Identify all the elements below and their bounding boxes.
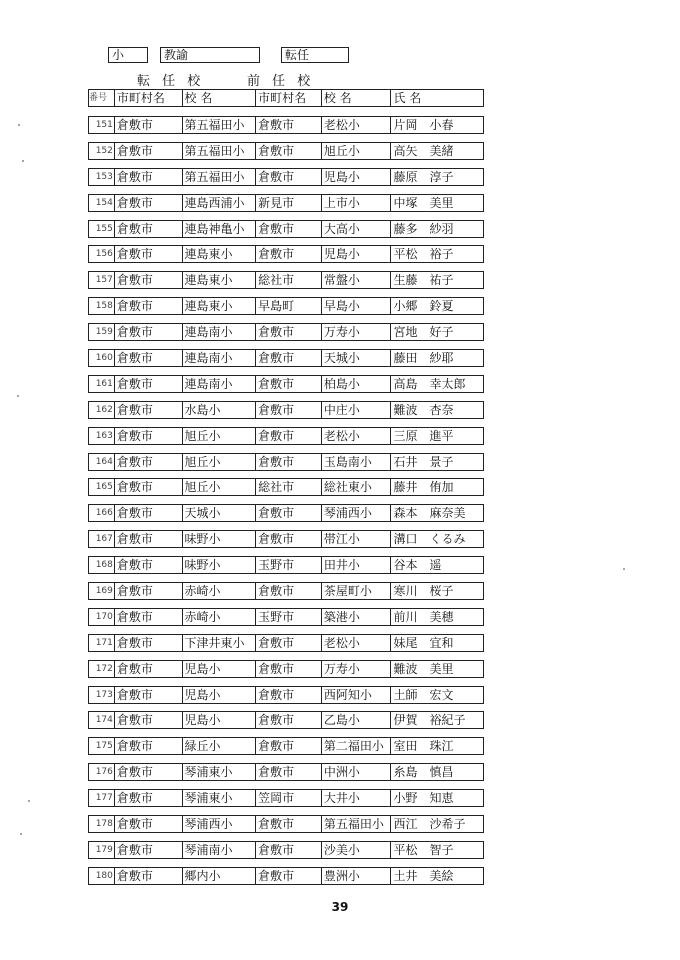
scan-speck — [20, 833, 22, 835]
table-row — [88, 789, 484, 807]
prev-school: 万寿小 — [322, 661, 392, 677]
school-level-box — [108, 47, 148, 63]
new-school: 連島南小 — [183, 376, 257, 392]
prev-school: 築港小 — [322, 609, 392, 625]
row-number: 165 — [89, 479, 115, 495]
prev-municipality: 倉敷市 — [256, 169, 322, 185]
row-number: 154 — [89, 195, 115, 211]
teacher-name: 小野 知恵 — [393, 791, 454, 806]
prev-school: 琴浦西小 — [322, 505, 392, 521]
row-number: 166 — [89, 505, 115, 521]
prev-municipality: 倉敷市 — [256, 738, 322, 754]
prev-school: 常盤小 — [322, 272, 392, 288]
prev-municipality: 倉敷市 — [256, 583, 322, 599]
table-row — [88, 556, 484, 574]
transfer-type-box — [281, 47, 349, 63]
table-row — [88, 323, 484, 341]
teacher-name: 片岡 小春 — [393, 118, 454, 132]
teacher-name: 寒川 桜子 — [393, 584, 454, 599]
teacher-name: 土井 美絵 — [393, 868, 454, 883]
prev-municipality: 倉敷市 — [256, 324, 322, 340]
new-municipality: 倉敷市 — [115, 635, 183, 651]
prev-school: 豊洲小 — [322, 868, 392, 884]
prev-school: 玉島南小 — [322, 454, 392, 470]
table-row — [88, 297, 484, 315]
col-new-municipality: 市町村名 — [115, 90, 183, 106]
prev-school: 老松小 — [322, 635, 392, 651]
new-school: 連島東小 — [183, 246, 257, 262]
teacher-name: 藤原 淳子 — [393, 169, 454, 184]
prev-municipality: 早島町 — [256, 298, 322, 314]
prev-school: 沙美小 — [322, 842, 392, 858]
prev-municipality: 倉敷市 — [256, 868, 322, 884]
to-school-heading: 転 任 校 — [137, 74, 205, 89]
new-municipality: 倉敷市 — [115, 583, 183, 599]
teacher-name: 平松 智子 — [393, 842, 454, 857]
table-row — [88, 841, 484, 859]
new-school: 赤崎小 — [183, 609, 257, 625]
position: 教諭 — [164, 48, 189, 62]
new-school: 郷内小 — [183, 868, 257, 884]
prev-school: 早島小 — [322, 298, 392, 314]
table-row — [88, 660, 484, 678]
prev-municipality: 倉敷市 — [256, 505, 322, 521]
col-new-school: 校 名 — [183, 90, 257, 106]
scan-speck — [28, 800, 30, 802]
table-row — [88, 271, 484, 289]
prev-municipality: 新見市 — [256, 195, 322, 211]
new-municipality: 倉敷市 — [115, 195, 183, 211]
teacher-name: 伊賀 裕紀子 — [393, 713, 466, 728]
col-prev-municipality: 市町村名 — [256, 90, 322, 106]
new-school: 緑丘小 — [183, 738, 257, 754]
new-school: 第五福田小 — [183, 117, 257, 133]
new-school: 味野小 — [183, 557, 257, 573]
table-row — [88, 375, 484, 393]
prev-municipality: 総社市 — [256, 479, 322, 495]
scan-speck — [623, 568, 625, 570]
col-prev-school: 校 名 — [322, 90, 392, 106]
teacher-name: 平松 裕子 — [393, 247, 454, 262]
table-row — [88, 220, 484, 238]
prev-school: 児島小 — [322, 169, 392, 185]
prev-school: 大井小 — [322, 790, 392, 806]
teacher-name: 森本 麻奈美 — [393, 506, 466, 521]
table-row — [88, 634, 484, 652]
row-number: 152 — [89, 143, 115, 159]
table-row — [88, 686, 484, 704]
prev-school: 総社東小 — [322, 479, 392, 495]
scan-speck — [17, 395, 19, 397]
prev-municipality: 倉敷市 — [256, 816, 322, 832]
new-school: 連島東小 — [183, 298, 257, 314]
prev-school: 帯江小 — [322, 531, 392, 547]
new-school: 下津井東小 — [183, 635, 257, 651]
prev-municipality: 総社市 — [256, 272, 322, 288]
prev-school: 万寿小 — [322, 324, 392, 340]
new-school: 赤崎小 — [183, 583, 257, 599]
teacher-name: 藤多 紗羽 — [393, 221, 454, 236]
row-number: 177 — [89, 790, 115, 806]
new-school: 琴浦南小 — [183, 842, 257, 858]
new-municipality: 倉敷市 — [115, 143, 183, 159]
new-municipality: 倉敷市 — [115, 428, 183, 444]
row-number: 162 — [89, 402, 115, 418]
teacher-name: 宮地 好子 — [393, 325, 454, 340]
new-school: 第五福田小 — [183, 143, 257, 159]
row-number: 168 — [89, 557, 115, 573]
new-municipality: 倉敷市 — [115, 298, 183, 314]
prev-school: 児島小 — [322, 246, 392, 262]
row-number: 164 — [89, 454, 115, 470]
row-number: 174 — [89, 712, 115, 728]
new-municipality: 倉敷市 — [115, 557, 183, 573]
new-school: 連島神亀小 — [183, 221, 257, 237]
prev-school: 茶屋町小 — [322, 583, 392, 599]
new-school: 旭丘小 — [183, 479, 257, 495]
teacher-name: 石井 景子 — [393, 454, 454, 469]
new-municipality: 倉敷市 — [115, 738, 183, 754]
new-municipality: 倉敷市 — [115, 454, 183, 470]
teacher-name: 前川 美穂 — [393, 609, 454, 624]
table-row — [88, 478, 484, 496]
teacher-name: 高島 幸太郎 — [393, 376, 466, 391]
new-municipality: 倉敷市 — [115, 246, 183, 262]
column-header-row — [88, 89, 484, 107]
new-municipality: 倉敷市 — [115, 221, 183, 237]
new-school: 水島小 — [183, 402, 257, 418]
row-number: 160 — [89, 350, 115, 366]
prev-municipality: 倉敷市 — [256, 842, 322, 858]
new-school: 天城小 — [183, 505, 257, 521]
teacher-name: 溝口 くるみ — [393, 532, 466, 547]
new-school: 琴浦西小 — [183, 816, 257, 832]
prev-school: 上市小 — [322, 195, 392, 211]
teacher-name: 難波 杏奈 — [393, 402, 454, 417]
row-number: 170 — [89, 609, 115, 625]
page-number: 39 — [331, 900, 349, 914]
new-municipality: 倉敷市 — [115, 868, 183, 884]
scan-speck — [18, 124, 20, 126]
table-row — [88, 867, 484, 885]
new-school: 旭丘小 — [183, 454, 257, 470]
prev-school: 第二福田小 — [322, 738, 392, 754]
row-number: 171 — [89, 635, 115, 651]
prev-school: 大高小 — [322, 221, 392, 237]
prev-municipality: 倉敷市 — [256, 143, 322, 159]
transfer-table — [88, 116, 484, 893]
table-row — [88, 737, 484, 755]
teacher-name: 糸島 慎昌 — [393, 765, 454, 780]
teacher-name: 土師 宏文 — [393, 687, 454, 702]
row-number: 179 — [89, 842, 115, 858]
row-number: 151 — [89, 117, 115, 133]
position-box — [160, 47, 260, 63]
table-row — [88, 504, 484, 522]
new-school: 連島東小 — [183, 272, 257, 288]
row-number: 155 — [89, 221, 115, 237]
table-row — [88, 168, 484, 186]
transfer-type: 転任 — [285, 48, 310, 62]
new-school: 味野小 — [183, 531, 257, 547]
new-municipality: 倉敷市 — [115, 350, 183, 366]
table-row — [88, 194, 484, 212]
row-number: 157 — [89, 272, 115, 288]
new-municipality: 倉敷市 — [115, 376, 183, 392]
prev-municipality: 玉野市 — [256, 609, 322, 625]
new-municipality: 倉敷市 — [115, 712, 183, 728]
table-row — [88, 116, 484, 134]
new-school: 旭丘小 — [183, 428, 257, 444]
row-number: 167 — [89, 531, 115, 547]
prev-municipality: 倉敷市 — [256, 402, 322, 418]
prev-municipality: 倉敷市 — [256, 764, 322, 780]
teacher-name: 谷本 遥 — [393, 558, 442, 573]
row-number: 169 — [89, 583, 115, 599]
row-number: 159 — [89, 324, 115, 340]
prev-school: 老松小 — [322, 428, 392, 444]
teacher-name: 藤井 侑加 — [393, 480, 454, 495]
new-school: 児島小 — [183, 661, 257, 677]
row-number: 153 — [89, 169, 115, 185]
prev-school: 乙島小 — [322, 712, 392, 728]
prev-school: 老松小 — [322, 117, 392, 133]
prev-school: 柏島小 — [322, 376, 392, 392]
new-municipality: 倉敷市 — [115, 117, 183, 133]
prev-municipality: 倉敷市 — [256, 454, 322, 470]
new-municipality: 倉敷市 — [115, 272, 183, 288]
prev-school: 西阿知小 — [322, 687, 392, 703]
table-row — [88, 815, 484, 833]
prev-municipality: 倉敷市 — [256, 246, 322, 262]
teacher-name: 室田 珠江 — [393, 739, 454, 754]
new-school: 児島小 — [183, 712, 257, 728]
prev-municipality: 倉敷市 — [256, 531, 322, 547]
scan-speck — [22, 160, 24, 162]
prev-municipality: 倉敷市 — [256, 687, 322, 703]
prev-school: 第五福田小 — [322, 816, 392, 832]
prev-municipality: 玉野市 — [256, 557, 322, 573]
teacher-name: 西江 沙希子 — [393, 817, 466, 832]
table-row — [88, 401, 484, 419]
table-row — [88, 582, 484, 600]
prev-municipality: 倉敷市 — [256, 117, 322, 133]
prev-school: 田井小 — [322, 557, 392, 573]
new-municipality: 倉敷市 — [115, 505, 183, 521]
teacher-name: 高矢 美緒 — [393, 143, 454, 158]
new-school: 連島南小 — [183, 350, 257, 366]
row-number: 161 — [89, 376, 115, 392]
prev-school: 中洲小 — [322, 764, 392, 780]
new-school: 連島南小 — [183, 324, 257, 340]
new-municipality: 倉敷市 — [115, 531, 183, 547]
teacher-name: 中塚 美里 — [393, 195, 454, 210]
row-number: 175 — [89, 738, 115, 754]
new-municipality: 倉敷市 — [115, 764, 183, 780]
row-number: 172 — [89, 661, 115, 677]
prev-municipality: 倉敷市 — [256, 350, 322, 366]
table-row — [88, 245, 484, 263]
prev-municipality: 笠岡市 — [256, 790, 322, 806]
new-municipality: 倉敷市 — [115, 842, 183, 858]
teacher-name: 難波 美里 — [393, 661, 454, 676]
teacher-name: 生藤 祐子 — [393, 273, 454, 288]
teacher-name: 藤田 紗耶 — [393, 351, 454, 366]
new-municipality: 倉敷市 — [115, 790, 183, 806]
table-row — [88, 453, 484, 471]
row-number: 176 — [89, 764, 115, 780]
row-number: 173 — [89, 687, 115, 703]
table-row — [88, 711, 484, 729]
teacher-name: 小郷 鈴夏 — [393, 299, 454, 314]
row-number: 163 — [89, 428, 115, 444]
row-number: 178 — [89, 816, 115, 832]
new-municipality: 倉敷市 — [115, 169, 183, 185]
prev-school: 中庄小 — [322, 402, 392, 418]
new-municipality: 倉敷市 — [115, 609, 183, 625]
from-school-heading: 前 任 校 — [247, 74, 315, 89]
new-school: 児島小 — [183, 687, 257, 703]
table-row — [88, 427, 484, 445]
new-municipality: 倉敷市 — [115, 479, 183, 495]
prev-school: 天城小 — [322, 350, 392, 366]
teacher-name: 三原 進平 — [393, 428, 454, 443]
new-municipality: 倉敷市 — [115, 661, 183, 677]
table-row — [88, 608, 484, 626]
table-row — [88, 142, 484, 160]
prev-municipality: 倉敷市 — [256, 221, 322, 237]
table-row — [88, 530, 484, 548]
prev-municipality: 倉敷市 — [256, 635, 322, 651]
row-number: 156 — [89, 246, 115, 262]
new-school: 琴浦東小 — [183, 790, 257, 806]
prev-municipality: 倉敷市 — [256, 661, 322, 677]
row-number: 158 — [89, 298, 115, 314]
new-school: 琴浦東小 — [183, 764, 257, 780]
new-municipality: 倉敷市 — [115, 816, 183, 832]
new-municipality: 倉敷市 — [115, 402, 183, 418]
school-level: 小 — [112, 48, 125, 62]
prev-school: 旭丘小 — [322, 143, 392, 159]
table-row — [88, 349, 484, 367]
teacher-name: 妹尾 宜和 — [393, 635, 454, 650]
new-municipality: 倉敷市 — [115, 687, 183, 703]
new-school: 連島西浦小 — [183, 195, 257, 211]
col-number: 番号 — [89, 90, 115, 106]
prev-municipality: 倉敷市 — [256, 376, 322, 392]
col-name: 氏 名 — [393, 91, 422, 105]
new-municipality: 倉敷市 — [115, 324, 183, 340]
prev-municipality: 倉敷市 — [256, 712, 322, 728]
prev-municipality: 倉敷市 — [256, 428, 322, 444]
row-number: 180 — [89, 868, 115, 884]
new-school: 第五福田小 — [183, 169, 257, 185]
table-row — [88, 763, 484, 781]
